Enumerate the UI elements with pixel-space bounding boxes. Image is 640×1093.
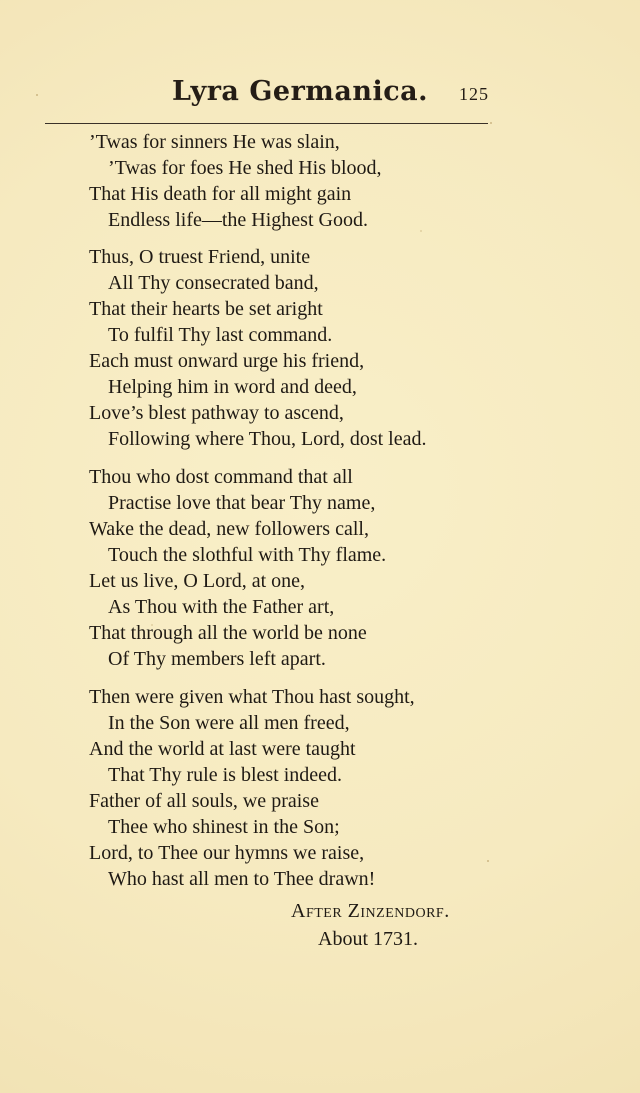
poem-line: And the world at last were taught [89,738,356,760]
poem-line: Following where Thou, Lord, dost lead. [108,428,427,450]
poem-line: Of Thy members left apart. [108,648,326,670]
poem-line: ’Twas for sinners He was slain, [89,131,340,153]
poem-line: That through all the world be none [89,622,367,644]
attribution-date: About 1731. [318,928,418,950]
paper-speck [36,94,38,96]
paper-speck [490,122,492,124]
poem-line: Lord, to Thee our hymns we raise, [89,842,365,864]
poem-line: Love’s blest pathway to ascend, [89,402,344,424]
paper-speck [487,860,489,862]
poem-line: That His death for all might gain [89,183,352,205]
poem-line: Let us live, O Lord, at one, [89,570,306,592]
poem-line: Father of all souls, we praise [89,790,319,812]
poem-line: To fulfil Thy last command. [108,324,333,346]
poem-line: Thou who dost command that all [89,466,353,488]
paper-speck [420,230,422,232]
poem-line: As Thou with the Father art, [108,596,335,618]
poem-line: Thus, O truest Friend, unite [89,246,311,268]
poem-line: Who hast all men to Thee drawn! [108,868,376,890]
poem-line: Endless life—the Highest Good. [108,209,368,231]
poem-line: Each must onward urge his friend, [89,350,365,372]
poem-line: That their hearts be set aright [89,298,323,320]
poem-line: That Thy rule is blest indeed. [108,764,343,786]
poem-line: In the Son were all men freed, [108,712,350,734]
header-rule [45,123,488,124]
poem-line: Wake the dead, new followers call, [89,518,369,540]
poem-line: ’Twas for foes He shed His blood, [108,157,382,179]
poem-line: Thee who shinest in the Son; [108,816,340,838]
poem-line: Practise love that bear Thy name, [108,492,376,514]
poem-line: Touch the slothful with Thy flame. [108,544,387,566]
poem-line: Then were given what Thou hast sought, [89,686,415,708]
running-header-title: Lyra Germanica. [172,76,429,107]
poem-line: All Thy consecrated band, [108,272,319,294]
poem-line: Helping him in word and deed, [108,376,357,398]
paper-speck [151,624,153,626]
page-number: 125 [459,84,489,104]
attribution-author: After Zinzendorf. [291,900,450,922]
